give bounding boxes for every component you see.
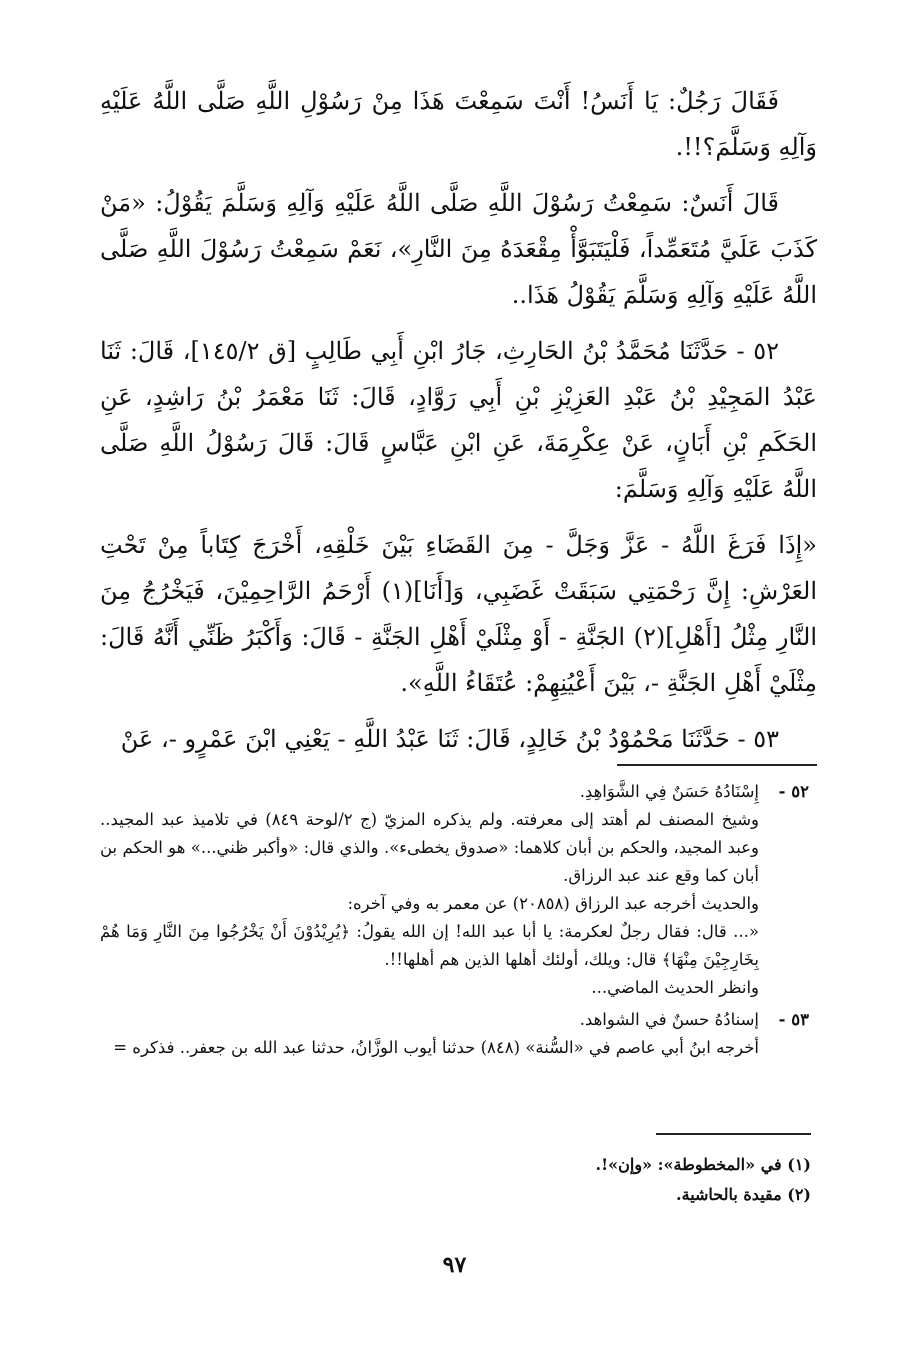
paragraph-3: ٥٢ - حَدَّثَنَا مُحَمَّدُ بْنُ الحَارِثِ، جَارُ ابْنِ أَبِي طَالِبٍ [ق ١٤٥/٢]، قَالَ: ثَنَا عَبْدُ المَجِيْدِ بْنُ عَبْدِ العَزِيْزِ بْنِ أَبِي رَوَّادٍ، قَالَ: ثَنَا مَعْمَرُ بْنُ رَاشِدٍ، عَنِ الحَكَمِ بْنِ أَبَانٍ، عَنْ عِكْرِمَةَ، عَنِ ابْنِ عَبَّاسٍ قَالَ: قَالَ رَسُوْلُ اللَّهِ صَلَّى اللَّهُ عَلَيْهِ وَآلِهِ وَسَلَّمَ: <box>100 337 818 503</box>
note-52-head <box>100 778 809 806</box>
footnote-1: (١) في «المخطوطة»: «وإن»!. <box>595 1155 811 1174</box>
paragraph-5: ٥٣ - حَدَّثَنَا مَحْمُوْدُ بْنُ خَالِدٍ، قَالَ: ثَنَا عَبْدُ اللَّهِ - يَعْنِي ابْنَ عَمْرٍو -، عَنْ <box>120 725 779 753</box>
note-line: وانظر الحديث الماضي... <box>591 978 759 997</box>
main-text <box>100 78 817 772</box>
note-53-head <box>100 1006 809 1034</box>
note-number: ٥٣ - <box>778 1010 809 1029</box>
note-52-body <box>100 806 809 1002</box>
note-line: «... قال: فقال رجلٌ لعكرمة: يا أبا عبد الله! إن الله يقولُ: ﴿يُرِيْدُوْنَ أَنْ يَخْرُجُوا مِنَ النَّارِ وَمَا هُمْ بِخَارِجِيْنَ مِنْهَا﴾ قال: ويلك، أولئك أهلها الذين هم أهلها!!. <box>100 922 759 969</box>
commentary-notes <box>100 778 809 1066</box>
footnotes-divider <box>656 1133 811 1135</box>
note-line: وشيخ المصنف لم أهتد إلى معرفته. ولم يذكره المزيّ (ج ٢/لوحة ٨٤٩) في تلاميذ عبد المجيد.. وعبد المجيد، والحكم بن أبان كلاهما: «صدوق يخطىء». والذي قال: «وأكبر ظني...» هو الحكم بن أبان كما وقع عند عبد الرزاق. <box>100 810 760 885</box>
footnotes <box>596 1150 811 1210</box>
footnote-2: (٢) مقيدة بالحاشية. <box>676 1185 811 1204</box>
note-53 <box>100 1006 809 1062</box>
paragraph-1: فَقَالَ رَجُلٌ: يَا أَنَسُ! أَنْتَ سَمِعْتَ هَذَا مِنْ رَسُوْلِ اللَّهِ صَلَّى اللَّهُ عَلَيْهِ وَآلِهِ وَسَلَّمَ؟!!. <box>100 87 817 161</box>
paragraph-2: قَالَ أَنَسٌ: سَمِعْتُ رَسُوْلَ اللَّهِ صَلَّى اللَّهُ عَلَيْهِ وَآلِهِ وَسَلَّمَ يَقُوْلُ: «مَنْ كَذَبَ عَلَيَّ مُتَعَمِّداً، فَلْيَتَبَوَّأْ مِقْعَدَهُ مِنَ النَّارِ»، نَعَمْ سَمِعْتُ رَسُوْلَ اللَّهِ صَلَّى اللَّهُ عَلَيْهِ وَآلِهِ وَسَلَّمَ يَقُوْلُ هَذَا.. <box>100 189 817 309</box>
note-53-body <box>100 1034 809 1062</box>
note-line: والحديث أخرجه عبد الرزاق (٢٠٨٥٨) عن معمر به وفي آخره: <box>347 894 759 913</box>
note-line: أخرجه ابنُ أبي عاصم في «السُّنة» (٨٤٨) حدثنا أيوب الوزَّانُ، حدثنا عبد الله بن جعفر.. فذكره = <box>113 1038 759 1057</box>
note-52 <box>100 778 809 1002</box>
notes-divider <box>617 764 817 766</box>
page-number: ٩٧ <box>442 1252 467 1278</box>
paragraph-4: «إِذَا فَرَغَ اللَّهُ - عَزَّ وَجَلَّ - مِنَ القَضَاءِ بَيْنَ خَلْقِهِ، أَخْرَجَ كِتَاباً مِنْ تَحْتِ العَرْشِ: إِنَّ رَحْمَتِي سَبَقَتْ غَضَبِي، وَ[أَنَا](١) أَرْحَمُ الرَّاحِمِيْنَ، فَيَخْرُجُ مِنَ النَّارِ مِثْلُ [أَهْلِ](٢) الجَنَّةِ - أَوْ مِثْلَيْ أَهْلِ الجَنَّةِ - قَالَ: وَأَكْبَرُ ظَنِّي أَنَّهُ قَالَ: مِثْلَيْ أَهْلِ الجَنَّةِ -، بَيْنَ أَعْيُنِهِمْ: عُتَقَاءُ اللَّهِ». <box>100 531 818 697</box>
note-heading: إِسْنَادُهُ حَسَنٌ فِي الشَّوَاهِدِ. <box>579 782 759 801</box>
note-number: ٥٢ - <box>778 782 809 801</box>
note-heading: إسنادُهُ حسنٌ في الشواهد. <box>579 1010 759 1029</box>
